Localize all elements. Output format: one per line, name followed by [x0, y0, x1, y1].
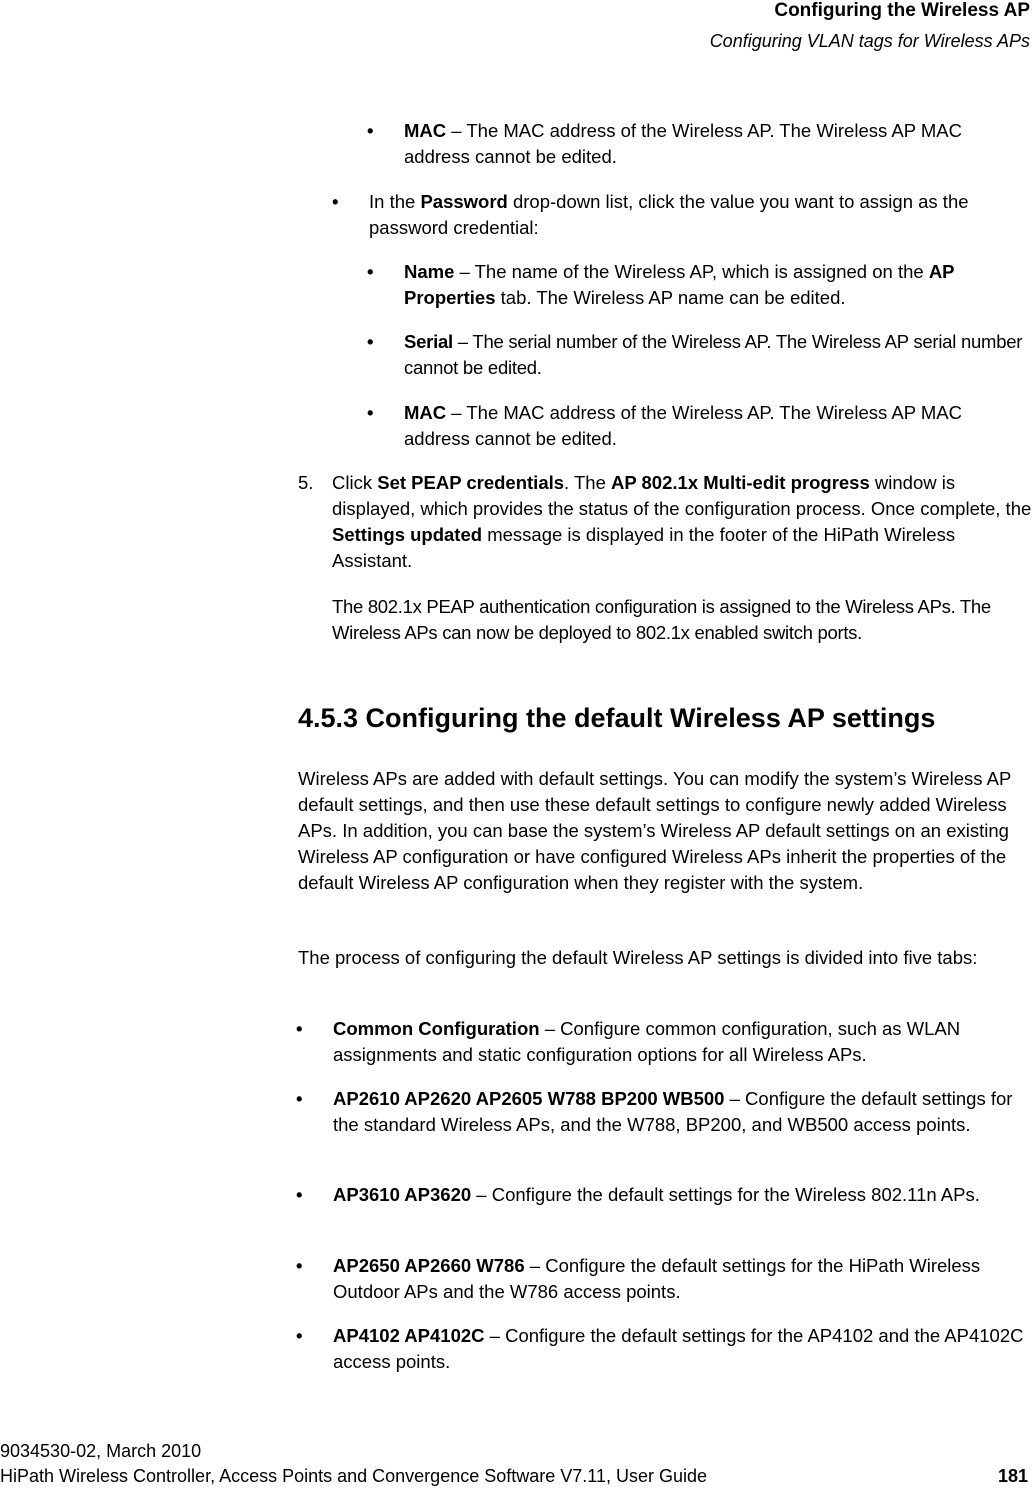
item-term: MAC [404, 120, 447, 141]
bullet-icon: • [296, 1184, 303, 1205]
bullet-icon: • [296, 1018, 303, 1039]
list-item: • AP3610 AP3620 – Configure the default settings for the Wireless 802.11n APs. [333, 1182, 1032, 1208]
header-subtitle: Configuring VLAN tags for Wireless APs [709, 31, 1030, 51]
bullet-icon: • [296, 1255, 303, 1276]
item-term: MAC [404, 402, 447, 423]
list-item: • In the Password drop-down list, click the value you want to assign as the password credential: [332, 191, 969, 238]
item-term: AP2650 AP2660 W786 [333, 1255, 525, 1276]
list-item: • MAC – The MAC address of the Wireless AP. The Wireless AP MAC address cannot be edited. [367, 402, 962, 449]
header-title: Configuring the Wireless AP [774, 0, 1030, 21]
bullet-icon: • [296, 1325, 303, 1346]
item-term: Common Configuration [333, 1018, 540, 1039]
bullet-icon: • [367, 261, 374, 282]
bullet-icon: • [296, 1088, 303, 1109]
page-number: 181 [997, 1466, 1028, 1486]
item-term: Name [404, 261, 455, 282]
footer-doc-id: 9034530-02, March 2010 [0, 1441, 202, 1461]
item-term: AP4102 AP4102C [333, 1325, 485, 1346]
list-item: • AP4102 AP4102C – Configure the default settings for the AP4102 and the AP4102C access points. [296, 1325, 1024, 1372]
step-result: The 802.1x PEAP authentication configuration is assigned to the Wireless APs. The Wireless APs can now be deployed to 802.1x enabled switch ports. [332, 596, 991, 643]
bullet-icon: • [367, 331, 374, 352]
item-term: AP2610 AP2620 AP2605 W788 BP200 WB500 [333, 1088, 725, 1109]
section-intro: Wireless APs are added with default settings. You can modify the system’s Wireless AP default settings, and then use these default settings to configure newly added Wireless APs. In addition, you can base the system’s Wireless AP default settings on an existing Wireless AP configuration or have configured Wireless APs inherit the properties of the default Wireless AP configuration when they register with the system. [298, 768, 1011, 893]
bullet-icon: • [332, 191, 339, 212]
item-term: AP3610 AP3620 [333, 1184, 472, 1205]
bullet-icon: • [367, 120, 374, 141]
list-item: • AP2650 AP2660 W786 – Configure the default settings for the HiPath Wireless Outdoor APs and the W786 access points. [296, 1255, 981, 1302]
item-term: Serial [404, 331, 453, 352]
list-item: • Common Configuration – Configure common configuration, such as WLAN assignments and static configuration options for all Wireless APs. [296, 1018, 961, 1065]
footer-title: HiPath Wireless Controller, Access Points and Convergence Software V7.11, User Guide [0, 1466, 708, 1486]
list-item: • AP2610 AP2620 AP2605 W788 BP200 WB500 – Configure the default settings for the standard Wireless APs, and the W788, BP200, and WB500 access points. [296, 1088, 1013, 1135]
item-text: – The MAC address of the Wireless AP. The Wireless AP MAC address cannot be edited. [404, 120, 962, 167]
list-item: • Serial – The serial number of the Wireless AP. The Wireless AP serial number cannot be edited. [367, 331, 1023, 378]
list-item [367, 118, 1032, 170]
numbered-step: 5. Click Set PEAP credentials. The AP 802.1x Multi-edit progress window is displayed, which provides the status of the configuration process. Once complete, the Settings updated message is displayed in the footer of the HiPath Wireless Assistant. [298, 472, 1032, 571]
step-number: 5. [298, 472, 314, 493]
tabs-intro: The process of configuring the default Wireless AP settings is divided into five tabs: [298, 947, 978, 968]
item-term: Password [420, 191, 508, 212]
bullet-icon: • [367, 402, 374, 423]
section-heading: 4.5.3 Configuring the default Wireless AP settings [298, 703, 936, 733]
list-item: • Name – The name of the Wireless AP, which is assigned on the AP Properties tab. The Wireless AP name can be edited. [367, 261, 955, 308]
